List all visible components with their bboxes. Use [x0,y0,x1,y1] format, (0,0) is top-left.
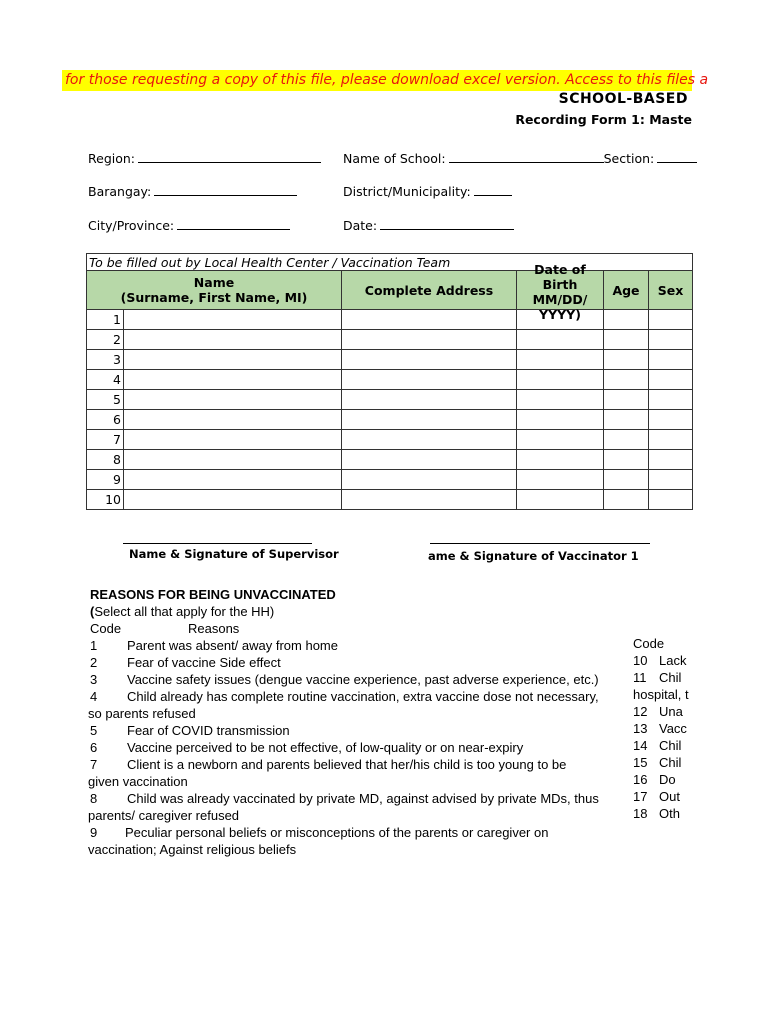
date-blank [380,217,514,230]
code-number: 16 [633,772,648,787]
table-row [87,410,693,430]
row-number: 9 [87,470,124,490]
code-item [633,754,692,771]
dob-cell[interactable] [517,390,604,410]
table-row [87,350,693,370]
codes-right-list [633,652,692,822]
reason-code: 3 [90,672,98,687]
barangay-blank [154,183,297,196]
table-row [87,330,693,350]
reason-code: 4 [90,689,98,704]
code-text: Out [659,789,680,804]
age-cell[interactable] [604,410,649,430]
reason-code: 1 [90,638,98,653]
school-field [343,150,692,166]
supervisor-signature-label: Name & Signature of Supervisor [129,547,339,561]
reasons-reasons-label: Reasons [188,621,240,636]
header-name-line2: (Surname, First Name, MI) [120,290,308,305]
row-number: 4 [87,370,124,390]
code-number: 13 [633,721,648,736]
reasons-heading: REASONS FOR BEING UNVACCINATED [90,587,336,602]
row-number: 10 [87,490,124,510]
code-number: 17 [633,789,648,804]
header-dob-line2: MM/DD/ [532,292,588,307]
reason-item [90,790,600,807]
age-cell[interactable] [604,430,649,450]
address-cell[interactable] [342,390,517,410]
table-caption: To be filled out by Local Health Center / Vaccination Team [87,254,693,271]
reason-item [90,654,600,671]
codes-right-label: Code [633,636,665,651]
row-number: 8 [87,450,124,470]
header-dob-line3: YYYY) [539,307,581,322]
age-cell[interactable] [604,370,649,390]
region-field [88,150,321,166]
header-age: Age [604,271,649,310]
row-number: 2 [87,330,124,350]
table-row [87,370,693,390]
reasons-instruction-text: Select all that apply for the HH) [94,604,275,619]
code-number: 12 [633,704,648,719]
reason-text: Child was already vaccinated by private MD, against advised by private MDs, thus [127,791,599,806]
reason-continuation: parents/ caregiver refused [88,808,240,823]
city-label: City/Province: [88,218,175,233]
reasons-instruction-paren: ( [90,604,95,619]
table-row [87,390,693,410]
reason-item [90,739,600,756]
age-cell[interactable] [604,330,649,350]
date-field [343,217,514,233]
code-text: Lack [659,653,687,668]
section-blank [657,150,697,163]
region-label: Region: [88,151,136,166]
name-cell[interactable] [124,330,342,350]
name-cell[interactable] [124,450,342,470]
reason-text: Peculiar personal beliefs or misconceptions of the parents or caregiver on [125,825,549,840]
age-cell[interactable] [604,350,649,370]
header-dob [517,262,604,322]
address-cell[interactable] [342,430,517,450]
reason-item [90,824,600,841]
age-cell[interactable] [604,390,649,410]
row-number: 6 [87,410,124,430]
code-item [633,652,692,669]
address-cell[interactable] [342,490,517,510]
table-row [87,470,693,490]
header-name-line1: Name [193,275,235,290]
district-blank [474,183,512,196]
reason-text: Vaccine safety issues (dengue vaccine experience, past adverse experience, etc.) [127,672,599,687]
table-header-row [87,271,693,310]
name-cell[interactable] [124,410,342,430]
school-blank [449,150,604,163]
code-item [633,703,692,720]
age-cell[interactable] [604,490,649,510]
reason-text: Parent was absent/ away from home [127,638,338,653]
address-cell[interactable] [342,330,517,350]
reason-code: 9 [90,825,98,840]
dob-cell[interactable] [517,350,604,370]
section-label: Section: [603,151,655,166]
address-cell[interactable] [342,470,517,490]
dob-cell[interactable] [517,470,604,490]
reasons-list [90,637,600,858]
table-row [87,450,693,470]
reason-item [90,637,600,654]
sex-cell[interactable] [649,350,693,370]
reason-code: 8 [90,791,98,806]
code-text: Una [659,704,683,719]
reason-code: 5 [90,723,98,738]
name-cell[interactable] [124,490,342,510]
code-text: Vacc [659,721,687,736]
code-number: 15 [633,755,648,770]
reason-code: 2 [90,655,98,670]
reason-text: Fear of vaccine Side effect [127,655,281,670]
age-cell[interactable] [604,470,649,490]
school-label: Name of School: [343,151,446,166]
reason-item [90,688,600,705]
barangay-label: Barangay: [88,184,152,199]
name-cell[interactable] [124,310,342,330]
code-continuation: hospital, t [633,687,689,702]
row-number: 5 [87,390,124,410]
reason-item [90,756,600,773]
code-number: 11 [633,670,647,685]
region-blank [138,150,321,163]
code-item [633,737,692,754]
supervisor-signature-line [123,543,312,544]
code-text: Oth [659,806,680,821]
address-cell[interactable] [342,450,517,470]
row-number: 7 [87,430,124,450]
dob-cell[interactable] [517,370,604,390]
name-cell[interactable] [124,370,342,390]
code-item [633,771,692,788]
code-item [633,805,692,822]
name-cell[interactable] [124,430,342,450]
notice-banner: for those requesting a copy of this file, please download excel version. Access to this files a [62,70,692,91]
row-number: 1 [87,310,124,330]
sex-cell[interactable] [649,450,693,470]
city-blank [177,217,290,230]
sex-cell[interactable] [649,410,693,430]
address-cell[interactable] [342,310,517,330]
dob-cell[interactable] [517,490,604,510]
reason-item [90,671,600,688]
masterlist-table-wrapper [86,253,692,515]
age-cell[interactable] [604,450,649,470]
code-number: 18 [633,806,648,821]
code-text: Chil [659,738,682,753]
header-address: Complete Address [342,271,517,310]
form-subtitle: Recording Form 1: Maste [515,112,692,127]
code-text: Chil [659,755,682,770]
reason-text: Client is a newborn and parents believed that her/his child is too young to be [127,757,567,772]
code-number: 10 [633,653,648,668]
code-item [633,788,692,805]
masterlist-table [86,253,693,510]
sex-cell[interactable] [649,490,693,510]
name-cell[interactable] [124,470,342,490]
address-cell[interactable] [342,410,517,430]
code-item [633,720,692,737]
reason-text: Vaccine perceived to be not effective, of low-quality or on near-expiry [127,740,524,755]
dob-cell[interactable] [517,450,604,470]
sex-cell[interactable] [649,430,693,450]
name-cell[interactable] [124,350,342,370]
reason-continuation: given vaccination [88,774,188,789]
sex-cell[interactable] [649,390,693,410]
dob-cell[interactable] [517,330,604,350]
vaccinator-signature-line [430,543,650,544]
sex-cell[interactable] [649,470,693,490]
reasons-column-headers [90,620,600,637]
sex-cell[interactable] [649,370,693,390]
header-name [87,271,342,310]
reason-code: 6 [90,740,98,755]
sex-cell[interactable] [649,310,693,330]
dob-cell[interactable] [517,430,604,450]
table-row [87,430,693,450]
table-row [87,490,693,510]
reason-item [90,722,600,739]
address-cell[interactable] [342,350,517,370]
age-cell[interactable] [604,310,649,330]
city-field [88,217,290,233]
district-field [343,183,512,199]
address-cell[interactable] [342,370,517,390]
district-label: District/Municipality: [343,184,471,199]
reasons-codes-right [633,635,692,822]
header-dob-line0: Date of [534,262,586,277]
code-item [633,669,692,686]
reasons-section [90,586,600,858]
reason-text: Fear of COVID transmission [127,723,290,738]
reason-continuation: vaccination; Against religious beliefs [88,842,297,857]
reasons-instruction [90,603,600,620]
barangay-field [88,183,297,199]
name-cell[interactable] [124,390,342,410]
sex-cell[interactable] [649,330,693,350]
date-label: Date: [343,218,378,233]
reason-continuation: so parents refused [88,706,196,721]
code-number: 14 [633,738,648,753]
dob-cell[interactable] [517,410,604,430]
row-number: 3 [87,350,124,370]
vaccinator-signature-label: ame & Signature of Vaccinator 1 [428,549,639,563]
code-text: Do [659,772,676,787]
header-sex: Sex [649,271,693,310]
reason-text: Child already has complete routine vaccination, extra vaccine dose not necessary, [127,689,599,704]
reason-code: 7 [90,757,98,772]
header-dob-line1: Birth [542,277,578,292]
code-text: Chil [659,670,682,685]
reasons-code-label: Code [90,621,122,636]
form-title: SCHOOL-BASED [558,91,688,107]
